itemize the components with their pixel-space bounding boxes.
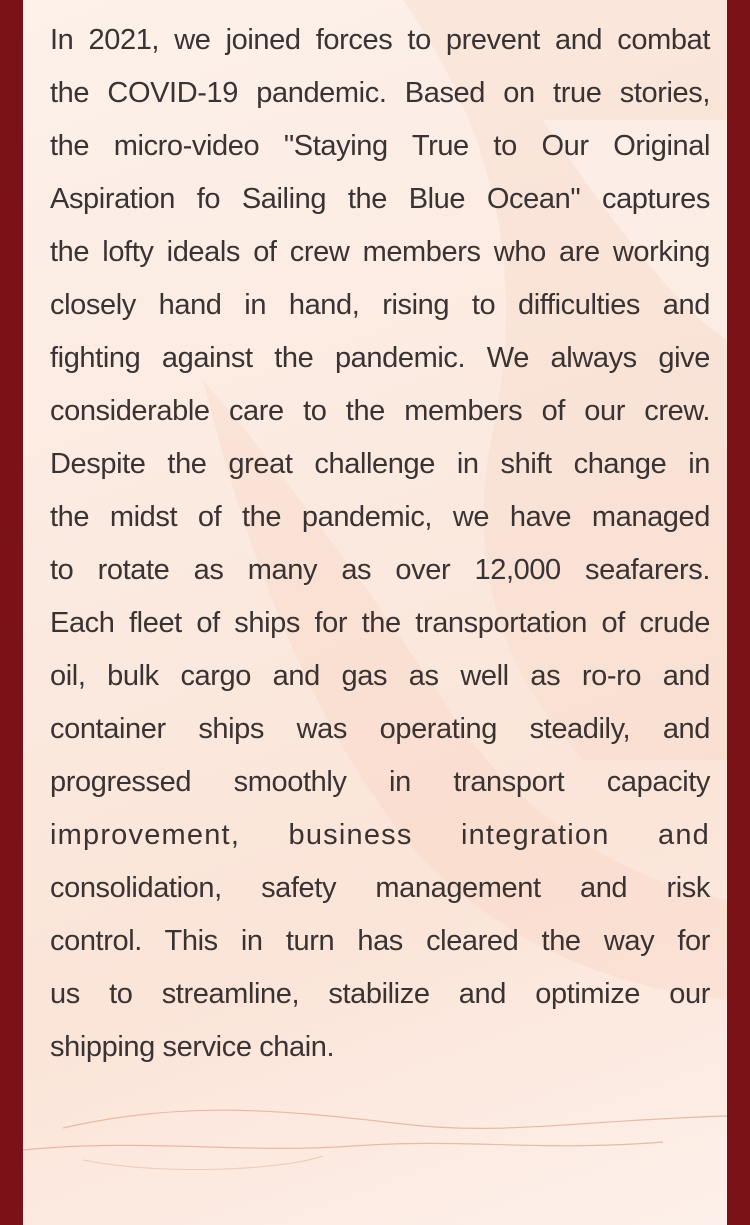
text-line: control. This in turn has cleared the way for <box>50 925 710 957</box>
text-line: closely hand in hand, rising to difficulties and <box>50 289 710 321</box>
text-line: the micro-video "Staying True to Our Original <box>50 130 710 162</box>
text-line: us to streamline, stabilize and optimize our <box>50 978 710 1010</box>
text-line: to rotate as many as over 12,000 seafarers. <box>50 554 710 586</box>
wave-decoration <box>23 1080 727 1190</box>
article-text <box>50 14 710 1074</box>
text-line: shipping service chain. <box>50 1031 335 1063</box>
text-line: the COVID-19 pandemic. Based on true stories, <box>50 77 710 109</box>
text-line: improvement, business integration and <box>50 819 710 851</box>
text-line: In 2021, we joined forces to prevent and combat <box>50 24 710 56</box>
content-panel <box>23 0 727 1225</box>
text-line: the midst of the pandemic, we have managed <box>50 501 710 533</box>
text-line: Aspiration fo Sailing the Blue Ocean" captures <box>50 183 710 215</box>
text-line: considerable care to the members of our crew. <box>50 395 710 427</box>
text-line: Each fleet of ships for the transportation of crude <box>50 607 710 639</box>
text-line: progressed smoothly in transport capacity <box>50 766 710 798</box>
text-line: fighting against the pandemic. We always give <box>50 342 710 374</box>
text-line: oil, bulk cargo and gas as well as ro-ro and <box>50 660 710 692</box>
text-line: consolidation, safety management and risk <box>50 872 710 904</box>
text-line: container ships was operating steadily, and <box>50 713 710 745</box>
text-line: the lofty ideals of crew members who are working <box>50 236 710 268</box>
text-line: Despite the great challenge in shift change in <box>50 448 710 480</box>
